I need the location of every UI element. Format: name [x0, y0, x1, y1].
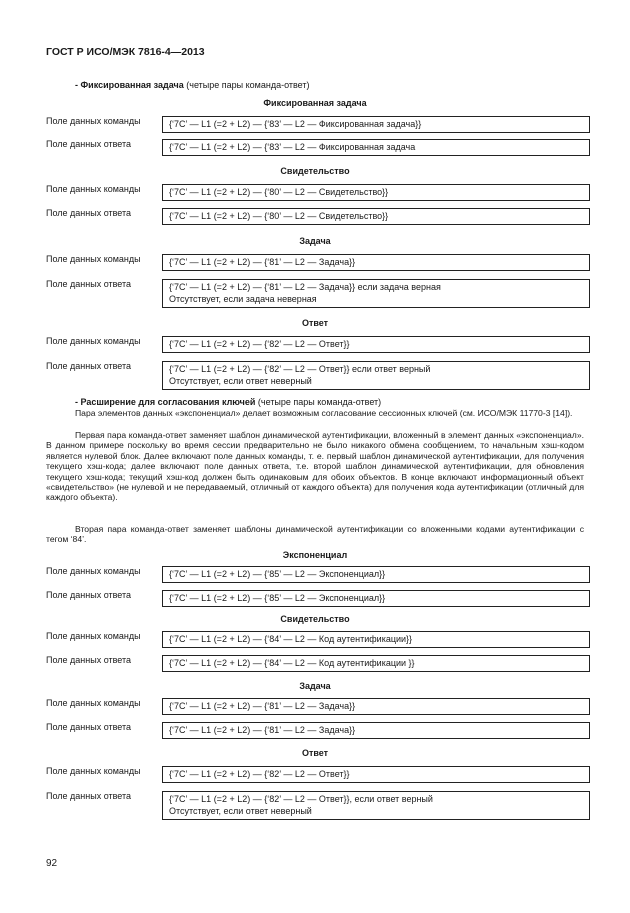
- data-field-box: [162, 766, 590, 783]
- paragraph: Вторая пара команда-ответ заменяет шаблоны динамической аутентификации со вложенными кодами аутентификации с тегом ‘84’.: [46, 524, 584, 545]
- row-label: Поле данных команды: [46, 698, 141, 708]
- field-line: {‘7C’ — L1 (=2 + L2) — {‘84’ — L2 — Код аутентификации }}: [169, 658, 415, 668]
- field-line: {‘7C’ — L1 (=2 + L2) — {‘82’ — L2 — Ответ}}: [169, 339, 350, 349]
- field-line: {‘7C’ — L1 (=2 + L2) — {‘80’ — L2 — Свидетельство}}: [169, 187, 389, 197]
- field-line: {‘7C’ — L1 (=2 + L2) — {‘84’ — L2 — Код аутентификации}}: [169, 634, 413, 644]
- field-line: {‘7C’ — L1 (=2 + L2) — {‘81’ — L2 — Задача}}: [169, 257, 356, 267]
- field-line: {‘7C’ — L1 (=2 + L2) — {‘82’ — L2 — Ответ}}: [169, 769, 350, 779]
- data-field-box: [162, 698, 590, 715]
- row-label: Поле данных ответа: [46, 208, 132, 218]
- row-label: Поле данных ответа: [46, 590, 132, 600]
- field-line: {‘7C’ — L1 (=2 + L2) — {‘81’ — L2 — Задача}}: [169, 725, 356, 735]
- field-line: {‘7C’ — L1 (=2 + L2) — {‘83’ — L2 — Фиксированная задача}}: [169, 119, 422, 129]
- paragraph: Первая пара команда-ответ заменяет шаблон динамической аутентификации, вложенный в элемент данных «экспоненциал». В данном примере поскольку во время сессии предварительно не было никакого обмена сообщением, то начальным хэш-кодом является нулевой блок. Далее включают поле данных команды, т. е. первый шаблон динамической аутентификации, для получения текущего хэш-кода; далее включают поле данных ответа, т.е. второй шаблон динамической аутентификации, для обновления текущего хэш-кода; текущий хэш-код должен быть одинаковым для обоих объектов. В конце включают информационный объект «свидетельство» (не нулевой и не передаваемый, отличный от каждого объекта) для получения кода аутентификации (отличный для каждого объекта).: [46, 430, 584, 503]
- data-field-box: [162, 116, 590, 133]
- field-line: {‘7C’ — L1 (=2 + L2) — {‘81’ — L2 — Задача}} если задача верная: [169, 282, 441, 292]
- data-field-box: [162, 566, 590, 583]
- row-label: Поле данных команды: [46, 184, 141, 194]
- paragraph: Пара элементов данных «экспоненциал» делает возможным согласование сессионных ключей (см. ИСО/МЭК 11770-3 [14]).: [75, 408, 573, 418]
- section1-intro-bold: - Фиксированная задача: [75, 80, 184, 90]
- data-field-box: [162, 655, 590, 672]
- page-number: 92: [46, 858, 58, 869]
- section1-intro-rest: (четыре пары команда-ответ): [183, 80, 310, 90]
- group-heading: Ответ: [301, 318, 329, 328]
- row-label: Поле данных ответа: [46, 361, 132, 371]
- row-label: Поле данных команды: [46, 336, 141, 346]
- group-heading: Свидетельство: [280, 614, 350, 624]
- data-field-box: [162, 139, 590, 156]
- section2-intro-bold: - Расширение для согласования ключей: [75, 397, 256, 407]
- field-line: {‘7C’ — L1 (=2 + L2) — {‘85’ — L2 — Экспоненциал}}: [169, 593, 386, 603]
- row-label: Поле данных ответа: [46, 722, 132, 732]
- group-heading: Свидетельство: [280, 166, 350, 176]
- data-field-box: [162, 722, 590, 739]
- data-field-box: [162, 279, 590, 308]
- data-field-box: [162, 184, 590, 201]
- group-heading: Задача: [299, 236, 331, 246]
- group-heading: Ответ: [301, 748, 329, 758]
- group-heading: Экспоненциал: [282, 550, 348, 560]
- row-label: Поле данных команды: [46, 631, 141, 641]
- field-line: {‘7C’ — L1 (=2 + L2) — {‘82’ — L2 — Ответ}} если ответ верный: [169, 364, 431, 374]
- document-header: ГОСТ Р ИСО/МЭК 7816-4—2013: [46, 46, 205, 58]
- group-heading: Задача: [299, 681, 331, 691]
- row-label: Поле данных ответа: [46, 791, 132, 801]
- row-label: Поле данных команды: [46, 254, 141, 264]
- field-line: {‘7C’ — L1 (=2 + L2) — {‘80’ — L2 — Свидетельство}}: [169, 211, 389, 221]
- section2-intro: [75, 397, 381, 407]
- row-label: Поле данных ответа: [46, 279, 132, 289]
- field-line-2: Отсутствует, если задача неверная: [169, 294, 317, 304]
- data-field-box: [162, 791, 590, 820]
- field-line: {‘7C’ — L1 (=2 + L2) — {‘85’ — L2 — Экспоненциал}}: [169, 569, 386, 579]
- row-label: Поле данных ответа: [46, 139, 132, 149]
- data-field-box: [162, 208, 590, 225]
- data-field-box: [162, 631, 590, 648]
- field-line-2: Отсутствует, если ответ неверный: [169, 806, 312, 816]
- data-field-box: [162, 590, 590, 607]
- data-field-box: [162, 361, 590, 390]
- section2-intro-rest: (четыре пары команда-ответ): [255, 397, 382, 407]
- data-field-box: [162, 254, 590, 271]
- row-label: Поле данных команды: [46, 766, 141, 776]
- field-line: {‘7C’ — L1 (=2 + L2) — {‘83’ — L2 — Фиксированная задача: [169, 142, 416, 152]
- field-line: {‘7C’ — L1 (=2 + L2) — {‘82’ — L2 — Ответ}}, если ответ верный: [169, 794, 433, 804]
- row-label: Поле данных команды: [46, 566, 141, 576]
- row-label: Поле данных ответа: [46, 655, 132, 665]
- field-line-2: Отсутствует, если ответ неверный: [169, 376, 312, 386]
- data-field-box: [162, 336, 590, 353]
- section1-intro: [75, 80, 310, 90]
- group-heading: Фиксированная задача: [263, 98, 367, 108]
- row-label: Поле данных команды: [46, 116, 141, 126]
- field-line: {‘7C’ — L1 (=2 + L2) — {‘81’ — L2 — Задача}}: [169, 701, 356, 711]
